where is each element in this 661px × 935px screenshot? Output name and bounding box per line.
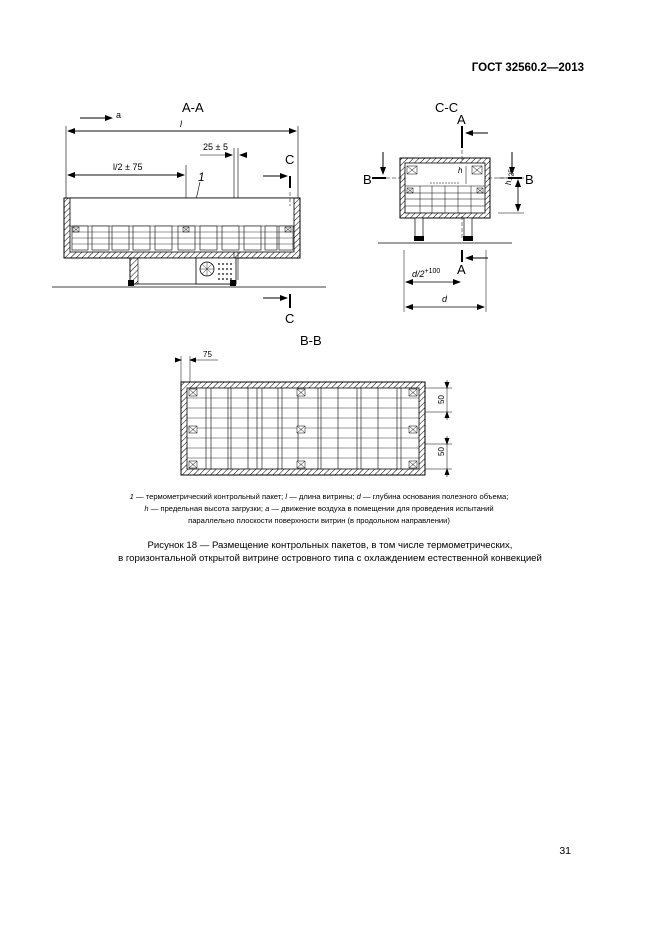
section-a-bottom: А — [457, 262, 466, 277]
view-aa-drawing — [0, 0, 661, 340]
page-number: 31 — [559, 845, 571, 857]
depth-label: d — [442, 294, 448, 304]
view-bb-title: В-В — [300, 333, 322, 348]
callout-thermometric: 1 — [198, 170, 205, 184]
standard-number: ГОСТ 32560.2—2013 — [471, 62, 584, 74]
offset-label: 25 ± 5 — [203, 142, 228, 152]
air-direction-label: a — [116, 110, 122, 120]
caption-line-2: в горизонтальной открытой витрине островного типа с охлаждением естественной конвекцией — [118, 553, 542, 564]
max-height-label: $h_{-25}$ — [504, 168, 516, 185]
section-c-top: С — [285, 152, 295, 167]
dim-75-label: 75 — [203, 350, 212, 359]
view-bb-drawing — [0, 340, 661, 485]
half-depth-label: $d/2^{+100}$ — [412, 268, 441, 279]
section-b-right: В — [525, 172, 534, 187]
dim-50-bottom-label: 50 — [437, 447, 446, 456]
half-length-label: l/2 ± 75 — [113, 162, 143, 172]
section-b-left: В — [363, 172, 372, 187]
caption-line-1: Рисунок 18 — Размещение контрольных пакетов, в том числе термометрических, — [147, 540, 513, 551]
section-a-top: А — [457, 112, 466, 127]
view-aa-title: А-А — [182, 100, 204, 115]
height-label: h — [458, 166, 463, 175]
figure-legend: 1 — термометрический контрольный пакет; l — длина витрины; d — глубина основания полезного объема; h — предельная высота загрузки; a — движение воздуха в помещении для проведения испытаний параллельно плоскости поверхности витрин (в продольном направлении) — [129, 492, 509, 525]
dim-50-top-label: 50 — [437, 395, 446, 404]
figure-caption — [70, 539, 590, 565]
length-label: l — [180, 119, 182, 129]
view-cc-title: С-С — [435, 100, 459, 115]
section-c-bottom: С — [285, 311, 295, 326]
